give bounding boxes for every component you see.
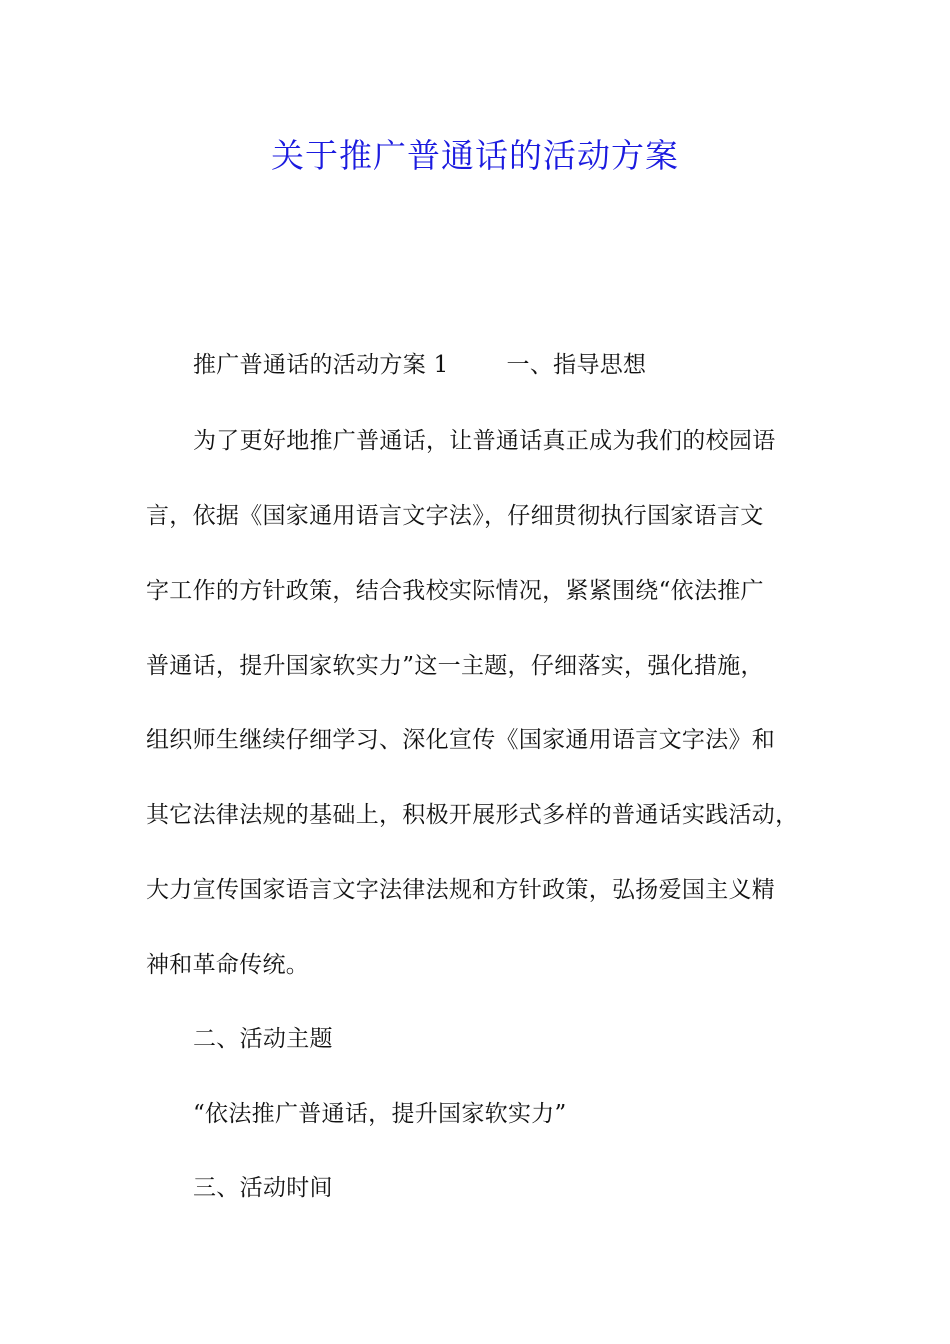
theme-quote: “依法推广普通话，提升国家软实力” (193, 1101, 567, 1127)
document-title: 关于推广普通话的活动方案 (271, 136, 679, 175)
section-heading-time: 三、活动时间 (193, 1175, 333, 1201)
paragraph-line: 普通话，提升国家软实力”这一主题，仔细落实，强化措施， (146, 653, 764, 679)
section-heading-guiding-thought: 一、指导思想 (506, 352, 647, 378)
paragraph-line: 组织师生继续仔细学习、深化宣传《国家通用语言文字法》和 (146, 727, 776, 753)
plan-heading: 推广普通话的活动方案 1 (193, 352, 449, 378)
paragraph-line: 大力宣传国家语言文字法律法规和方针政策，弘扬爱国主义精 (146, 877, 776, 903)
paragraph-line: 字工作的方针政策，结合我校实际情况，紧紧围绕“依法推广 (146, 578, 764, 604)
paragraph-line: 言，依据《国家通用语言文字法》，仔细贯彻执行国家语言文 (146, 503, 764, 529)
first-line (193, 346, 646, 379)
paragraph-line: 神和革命传统。 (146, 952, 310, 978)
paragraph-line: 为了更好地推广普通话，让普通话真正成为我们的校园语 (193, 428, 776, 454)
paragraph-line: 其它法律法规的基础上，积极开展形式多样的普通话实践活动， (146, 802, 799, 828)
section-heading-theme: 二、活动主题 (193, 1026, 333, 1052)
